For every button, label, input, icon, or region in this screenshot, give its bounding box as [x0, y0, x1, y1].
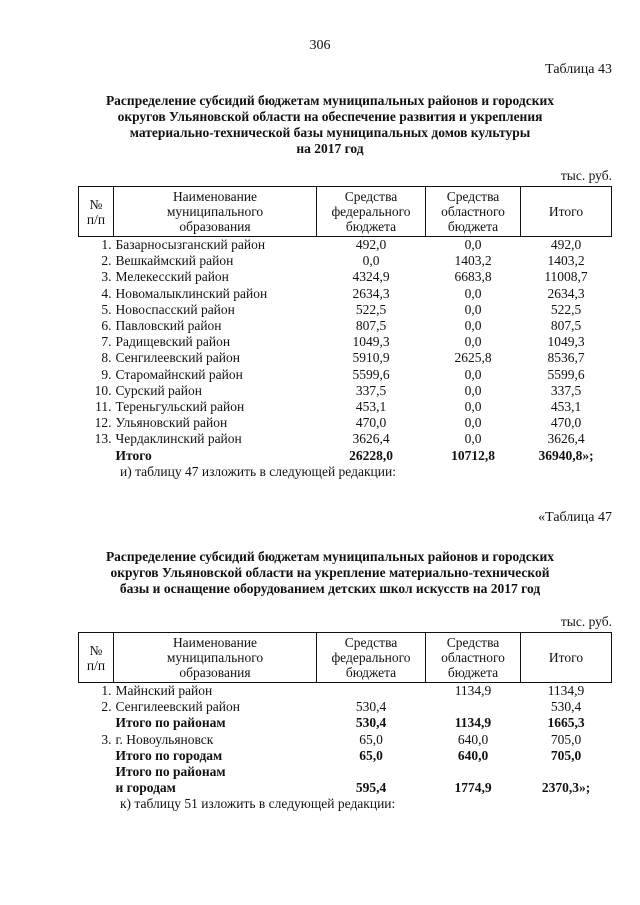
row-number: [79, 764, 114, 780]
row-federal: 337,5: [355, 382, 387, 398]
header-num: № п/п: [79, 633, 114, 683]
table-row: [79, 780, 612, 796]
title-line: округов Ульяновской области на укрепление материально-технической: [110, 565, 550, 580]
row-name: Вешкаймский район: [115, 253, 234, 269]
title-line: на 2017 год: [296, 141, 364, 156]
row-name: Чердаклинский район: [115, 431, 242, 447]
row-name: Итого по районам: [115, 715, 226, 731]
row-number: 5.: [101, 301, 112, 317]
row-total: 11008,7: [544, 269, 588, 285]
row-federal: 595,4: [355, 780, 387, 796]
table-47-unit: тыс. руб.: [560, 614, 612, 629]
table-header-row: [79, 633, 612, 683]
row-federal: 4324,9: [352, 269, 390, 285]
row-regional: 6683,8: [454, 269, 492, 285]
row-total: 2634,3: [547, 285, 585, 301]
table-43: [78, 186, 612, 464]
title-line: базы и оснащение оборудованием детских школ искусств на 2017 год: [119, 581, 541, 596]
title-line: материально-технической базы муниципальных домов культуры: [129, 125, 531, 140]
row-name: Мелекесский район: [115, 269, 229, 285]
row-federal: 2634,3: [352, 285, 390, 301]
table-row: [79, 715, 612, 731]
row-federal: 530,4: [355, 715, 387, 731]
row-regional: [426, 699, 521, 715]
row-regional: 0,0: [464, 382, 482, 398]
row-number: 7.: [101, 334, 112, 350]
table-row: [79, 302, 612, 318]
row-name: Итого: [115, 447, 152, 463]
row-name: Тереньгульский район: [115, 399, 245, 415]
row-total: 470,0: [550, 415, 582, 431]
header-federal: Средства федерального бюджета: [317, 187, 426, 237]
table-row: [79, 253, 612, 269]
table-row: [79, 732, 612, 748]
header-federal: Средства федерального бюджета: [317, 633, 426, 683]
row-total: 705,0: [550, 747, 582, 763]
row-total: 3626,4: [547, 431, 585, 447]
row-federal: [317, 683, 426, 700]
row-regional: 0,0: [464, 431, 482, 447]
row-name: Итого по районам: [115, 764, 226, 780]
table-row: [79, 286, 612, 302]
table-43-title: [60, 93, 600, 157]
row-number: 8.: [101, 350, 112, 366]
table-row: [79, 237, 612, 254]
row-name: г. Новоульяновск: [115, 731, 214, 747]
row-federal: 5910,9: [352, 350, 390, 366]
table-total-row: [79, 448, 612, 464]
row-name: Ульяновский район: [115, 415, 228, 431]
row-number: [79, 715, 114, 731]
row-federal: 65,0: [359, 747, 383, 763]
header-total: Итого: [521, 187, 612, 237]
row-regional: 0,0: [464, 399, 482, 415]
row-total: 492,0: [550, 237, 582, 252]
table-47: [78, 632, 612, 796]
row-regional: 640,0: [457, 731, 489, 747]
row-total: 1403,2: [547, 253, 585, 269]
row-total: 1134,9: [547, 683, 585, 698]
table-row: [79, 350, 612, 366]
row-federal: 5599,6: [352, 366, 390, 382]
table-row: [79, 683, 612, 700]
table-row: [79, 764, 612, 780]
row-regional: 640,0: [457, 747, 489, 763]
table-43-unit: тыс. руб.: [560, 168, 612, 183]
table-47-title: [60, 549, 600, 597]
title-line: округов Ульяновской области на обеспечение развития и укрепления: [117, 109, 543, 124]
row-number: 6.: [101, 318, 112, 334]
table-header-row: [79, 187, 612, 237]
table-row: [79, 383, 612, 399]
row-total: 337,5: [550, 382, 582, 398]
header-total: Итого: [521, 633, 612, 683]
row-number: 11.: [95, 399, 112, 415]
table-row: [79, 748, 612, 764]
row-name: Новоспасский район: [115, 301, 235, 317]
row-number: [79, 448, 114, 464]
row-total: [521, 764, 612, 780]
title-line: Распределение субсидий бюджетам муниципальных районов и городских: [105, 549, 555, 564]
row-federal: 807,5: [355, 318, 387, 334]
header-name: Наименование муниципального образования: [114, 187, 317, 237]
row-regional: 0,0: [464, 318, 482, 334]
row-total: 1049,3: [547, 334, 585, 350]
title-line: Распределение субсидий бюджетам муниципальных районов и городских: [105, 93, 555, 108]
row-federal: 0,0: [362, 253, 380, 269]
table-row: [79, 699, 612, 715]
row-number: 1.: [101, 683, 112, 698]
row-number: 10.: [94, 382, 112, 398]
row-total: 522,5: [550, 301, 582, 317]
row-number: 13.: [94, 431, 112, 447]
note-table-47: и) таблицу 47 изложить в следующей редакции:: [120, 464, 396, 479]
row-name: Сурский район: [115, 382, 202, 398]
row-regional: 1134,9: [454, 715, 492, 731]
row-name: Майнский район: [115, 683, 213, 698]
row-federal: 453,1: [355, 399, 387, 415]
row-number: 9.: [101, 366, 112, 382]
row-federal: 470,0: [355, 415, 387, 431]
row-total: 807,5: [550, 318, 582, 334]
row-total: 2370,3»;: [541, 780, 591, 796]
row-number: 2.: [101, 699, 112, 715]
row-federal: 492,0: [355, 237, 387, 252]
header-num: № п/п: [79, 187, 114, 237]
row-total: 453,1: [550, 399, 582, 415]
row-federal: 26228,0: [349, 447, 393, 463]
table-row: [79, 334, 612, 350]
row-federal: [317, 764, 426, 780]
header-regional: Средства областного бюджета: [426, 633, 521, 683]
row-total: 1665,3: [547, 715, 585, 731]
row-federal: 3626,4: [352, 431, 390, 447]
row-total: 530,4: [550, 699, 582, 715]
row-name: и городам: [115, 780, 176, 796]
row-regional: 0,0: [464, 237, 482, 252]
row-total: 8536,7: [547, 350, 585, 366]
row-federal: 1049,3: [352, 334, 390, 350]
row-regional: [426, 764, 521, 780]
row-number: [79, 780, 114, 796]
row-regional: 0,0: [464, 285, 482, 301]
row-total: 5599,6: [547, 366, 585, 382]
header-name: Наименование муниципального образования: [114, 633, 317, 683]
row-regional: 0,0: [464, 366, 482, 382]
row-name: Старомайнский район: [115, 366, 243, 382]
row-name: Сенгилеевский район: [115, 350, 240, 366]
row-federal: 522,5: [355, 301, 387, 317]
table-row: [79, 399, 612, 415]
row-total: 36940,8»;: [538, 447, 594, 463]
row-name: Новомалыклинский район: [115, 285, 268, 301]
table-row: [79, 318, 612, 334]
row-number: 1.: [101, 237, 112, 252]
row-name: Радищевский район: [115, 334, 231, 350]
table-row: [79, 367, 612, 383]
page-number: 306: [309, 38, 331, 53]
row-number: 4.: [101, 285, 112, 301]
row-regional: 0,0: [464, 301, 482, 317]
row-regional: 2625,8: [454, 350, 492, 366]
row-number: 3.: [101, 269, 112, 285]
header-regional: Средства областного бюджета: [426, 187, 521, 237]
row-regional: 1403,2: [454, 253, 492, 269]
row-regional: 0,0: [464, 415, 482, 431]
row-number: [79, 748, 114, 764]
note-table-51: к) таблицу 51 изложить в следующей редакции:: [120, 796, 396, 811]
row-number: 12.: [94, 415, 112, 431]
row-regional: 10712,8: [451, 447, 495, 463]
row-regional: 1134,9: [454, 683, 492, 698]
row-name: Итого по городам: [115, 747, 223, 763]
table-row: [79, 431, 612, 447]
row-federal: 65,0: [359, 731, 383, 747]
table-row: [79, 415, 612, 431]
row-federal: 530,4: [355, 699, 387, 715]
row-regional: 1774,9: [454, 780, 492, 796]
row-regional: 0,0: [464, 334, 482, 350]
row-number: 3.: [101, 731, 112, 747]
row-name: Павловский район: [115, 318, 222, 334]
table-row: [79, 269, 612, 285]
table-43-label: Таблица 43: [545, 62, 612, 77]
row-total: 705,0: [550, 731, 582, 747]
row-name: Сенгилеевский район: [115, 699, 240, 715]
table-47-label: «Таблица 47: [538, 510, 612, 525]
row-name: Базарносызганский район: [115, 237, 266, 252]
row-number: 2.: [101, 253, 112, 269]
